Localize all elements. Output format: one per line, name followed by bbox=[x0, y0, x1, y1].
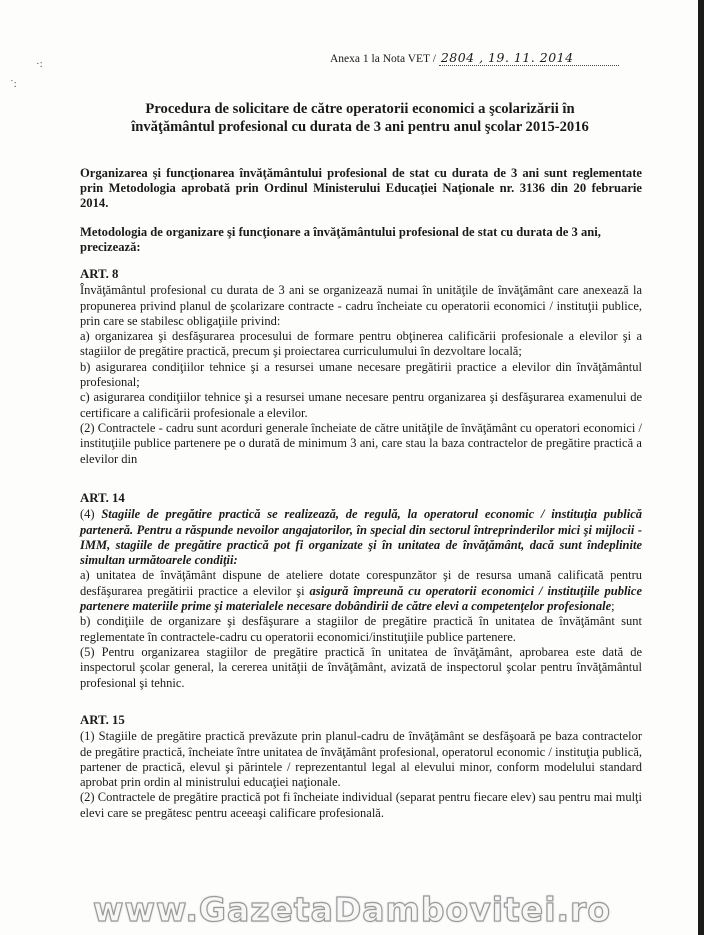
article-8-item-a: a) organizarea şi desfăşurarea procesului de formare pentru obţinerea calificării profesionale a elevilor şi a stagiilor de pregătire practică, precum şi proiectarea curriculumului în dezvoltare locală; bbox=[80, 329, 642, 359]
article-14-p4 bbox=[80, 507, 642, 568]
title-line-1: Procedura de solicitare de către operatorii economici a şcolarizării în bbox=[145, 101, 575, 117]
scan-edge bbox=[698, 0, 704, 935]
article-14-item-a bbox=[80, 568, 642, 614]
article-14-item-a-bold: asigură împreună cu operatorii economici / instituţiile publice partenere materiile prime şi materialele necesare dobândirii de către elevi a competenţelor profesionale bbox=[80, 583, 642, 614]
article-15-p2: (2) Contractele de pregătire practică pot fi încheiate individual (separat pentru fiecare elev) sau pentru mai mulţi elevi care se pregătesc pentru aceeaşi calificare profesională. bbox=[80, 790, 642, 820]
document-title bbox=[80, 100, 640, 136]
article-15 bbox=[80, 713, 642, 821]
scan-speck: ˙: bbox=[10, 78, 17, 90]
intro-paragraph: Organizarea şi funcţionarea învăţământului profesional de stat cu durata de 3 ani sunt reglementate prin Metodologia aprobată prin Ordinul Ministerului Educaţiei Naţionale nr. 3136 din 20 februarie 2014. bbox=[80, 166, 642, 210]
article-15-p1: (1) Stagiile de pregătire practică prevăzute prin planul-cadru de învăţământ se desfăşoară pe baza contractelor de pregătire practică, încheiate între unitatea de învăţământ profesional, operatorul economic / instituţia publică, partener de practică, elevul şi părintele / reprezentantul legal al elevului minor, conform modelului standard aprobat prin ordin al ministrului educaţiei naţionale. bbox=[80, 729, 642, 790]
annex-label: Anexa 1 la Nota VET / bbox=[330, 53, 436, 65]
methodology-paragraph: Metodologia de organizare şi funcţionare a învăţământului profesional de stat cu durata de 3 ani, precizează: bbox=[80, 225, 601, 254]
article-8 bbox=[80, 267, 642, 467]
article-14-item-b: b) condiţiile de organizare şi desfăşurare a stagiilor de pregătire practică în unitatea de învăţământ sunt reglementate în contractele-cadru cu operatorii economici/instituţiile publice partenere. bbox=[80, 614, 642, 644]
article-14-item-a-text: a) unitatea de învăţământ dispune de ateliere dotate corespunzător şi de resursa umană calificată pentru desfăşurarea pregătirii practice a elevilor şi bbox=[80, 568, 642, 598]
article-8-heading: ART. 8 bbox=[80, 267, 119, 281]
article-14 bbox=[80, 491, 642, 691]
article-14-p4-lead: (4) bbox=[80, 507, 102, 522]
handwritten-number-date: 2804 , 19. 11. 2014 bbox=[439, 50, 619, 66]
article-14-p4-bold: Stagiile de pregătire practică se realizează, de regulă, la operatorul economic / instituţia publică parteneră. Pentru a răspunde nevoilor angajatorilor, în special din sectorul întreprinderilor mici şi mijlocii - IMM, stagiile de pregătire practică pot fi organizate şi în unitatea de învăţământ, dacă sunt îndeplinite simultan următoarele condiţii: bbox=[80, 507, 643, 568]
article-8-item-c: c) asigurarea condiţiilor tehnice şi a resursei umane necesare pentru organizarea şi desfăşurarea examenului de certificare a calificării profesionale a elevilor. bbox=[80, 390, 642, 420]
scan-speck: ·: bbox=[36, 58, 43, 70]
article-14-heading: ART. 14 bbox=[80, 491, 125, 505]
site-watermark: www.GazetaDambovitei.ro bbox=[93, 890, 611, 929]
title-line-2: învăţământul profesional cu durata de 3 ani pentru anul şcolar 2015-2016 bbox=[131, 119, 589, 135]
article-15-heading: ART. 15 bbox=[80, 713, 125, 727]
article-14-item-a-end: ; bbox=[611, 599, 615, 614]
article-14-p5: (5) Pentru organizarea stagiilor de pregătire practică în unitatea de învăţământ, aprobarea este dată de inspectorul şcolar general, la cererea unităţii de învăţământ, avizată de inspectorul şcolar pentru învăţământul profesional şi tehnic. bbox=[80, 644, 642, 690]
annex-reference bbox=[330, 50, 619, 66]
article-8-p2: (2) Contractele - cadru sunt acorduri generale încheiate de către unităţile de învăţământ cu operatori economici / instituţiile publice partenere pe o durată de minimum 3 ani, care stau la baza contractelor de pregătire practică a elevilor din bbox=[80, 420, 642, 466]
article-8-p1: Învăţământul profesional cu durata de 3 ani se organizează numai în unităţile de învăţământ care anexează la propunerea privind planul de şcolarizare contracte - cadru încheiate cu operatorii economici / instituţii publice, prin care se stabilesc obligaţiile privind: bbox=[80, 283, 642, 328]
article-8-item-b: b) asigurarea condiţiilor tehnice şi a resursei umane necesare pregătirii practice a elevilor din învăţământul profesional; bbox=[80, 359, 642, 390]
